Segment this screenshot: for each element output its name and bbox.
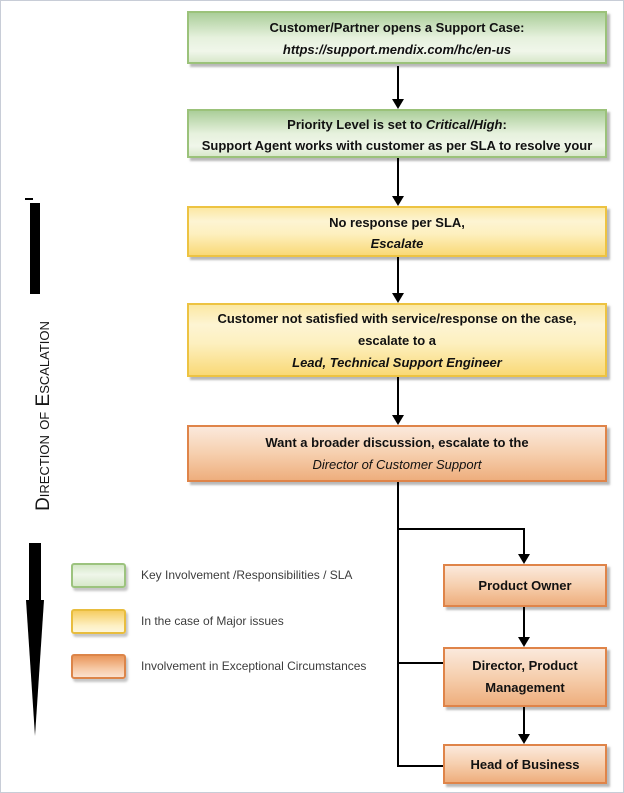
- flow-node-head-of-business-label: Head of Business: [470, 756, 580, 772]
- connector-branch-product-owner: [397, 528, 525, 530]
- flow-step-open-case: [187, 11, 607, 64]
- flow-step-no-response-line2: Escalate: [370, 236, 424, 251]
- connector-step1-step2: [397, 66, 399, 101]
- flow-step-not-satisfied-line2: escalate to a: [357, 333, 437, 348]
- connector-branch-head-of-business: [397, 765, 443, 767]
- flow-step-priority-level-line1: [189, 114, 605, 135]
- escalation-arrow-upper-shaft: [30, 203, 40, 294]
- connector-step4-step5: [397, 377, 399, 417]
- flow-step-not-satisfied: [187, 303, 607, 377]
- priority-critical-high-text: Critical/High: [425, 117, 503, 132]
- legend-label-yellow: In the case of Major issues: [141, 614, 284, 628]
- priority-prefix-text: Priority Level is set to: [287, 117, 426, 132]
- arrowhead-step3-icon: [392, 196, 404, 206]
- legend-swatch-green-icon: [71, 563, 126, 588]
- connector-step2-step3: [397, 158, 399, 198]
- support-url-text: https://support.mendix.com/hc/en-us: [282, 42, 512, 57]
- flow-node-product-owner: [443, 564, 607, 607]
- flow-step-broader-discussion-line2: Director of Customer Support: [312, 457, 482, 472]
- flow-node-head-of-business: [443, 744, 607, 784]
- flow-step-open-case-line1: Customer/Partner opens a Support Case:: [269, 20, 525, 35]
- connector-step3-step4: [397, 257, 399, 295]
- arrowhead-product-owner-icon: [518, 554, 530, 564]
- flow-step-priority-level: [187, 109, 607, 158]
- direction-of-escalation-label: Direction of Escalation: [33, 321, 54, 511]
- legend-swatch-yellow-icon: [71, 609, 126, 634]
- arrowhead-step2-icon: [392, 99, 404, 109]
- flow-step-no-response-line1: No response per SLA,: [329, 215, 465, 230]
- flow-step-no-response: [187, 206, 607, 257]
- legend-swatch-orange-icon: [71, 654, 126, 679]
- legend-label-orange: Involvement in Exceptional Circumstances: [141, 659, 367, 673]
- connector-director-head: [523, 707, 525, 736]
- priority-suffix-text: :: [502, 117, 507, 132]
- flow-node-product-owner-label: Product Owner: [478, 578, 572, 593]
- flow-node-director-pm-line1: Director, Product: [472, 658, 578, 673]
- arrowhead-director-pm-icon: [518, 637, 530, 647]
- flow-step-priority-level-line2: Support Agent works with customer as per SLA to resolve your: [201, 138, 593, 153]
- arrowhead-step4-icon: [392, 293, 404, 303]
- connector-drop-product-owner: [523, 528, 525, 556]
- escalation-arrowhead-icon: [26, 600, 44, 736]
- flow-node-director-pm-line2: Management: [485, 680, 565, 695]
- flow-step-not-satisfied-line3: Lead, Technical Support Engineer: [292, 355, 502, 370]
- legend-label-green: Key Involvement /Responsibilities / SLA: [141, 568, 353, 582]
- escalation-arrow-lower-shaft: [29, 543, 41, 600]
- flow-step-broader-discussion: [187, 425, 607, 482]
- connector-branch-director-pm: [397, 662, 443, 664]
- flow-step-not-satisfied-line1: Customer not satisfied with service/response on the case,: [217, 311, 577, 326]
- connector-trunk-vertical: [397, 482, 399, 767]
- arrowhead-step5-icon: [392, 415, 404, 425]
- flow-node-director-product-management: [443, 647, 607, 707]
- arrowhead-head-of-business-icon: [518, 734, 530, 744]
- escalation-arrow-top-tick: [25, 198, 33, 200]
- flow-step-broader-discussion-line1: Want a broader discussion, escalate to the: [265, 435, 529, 450]
- connector-product-owner-director: [523, 607, 525, 639]
